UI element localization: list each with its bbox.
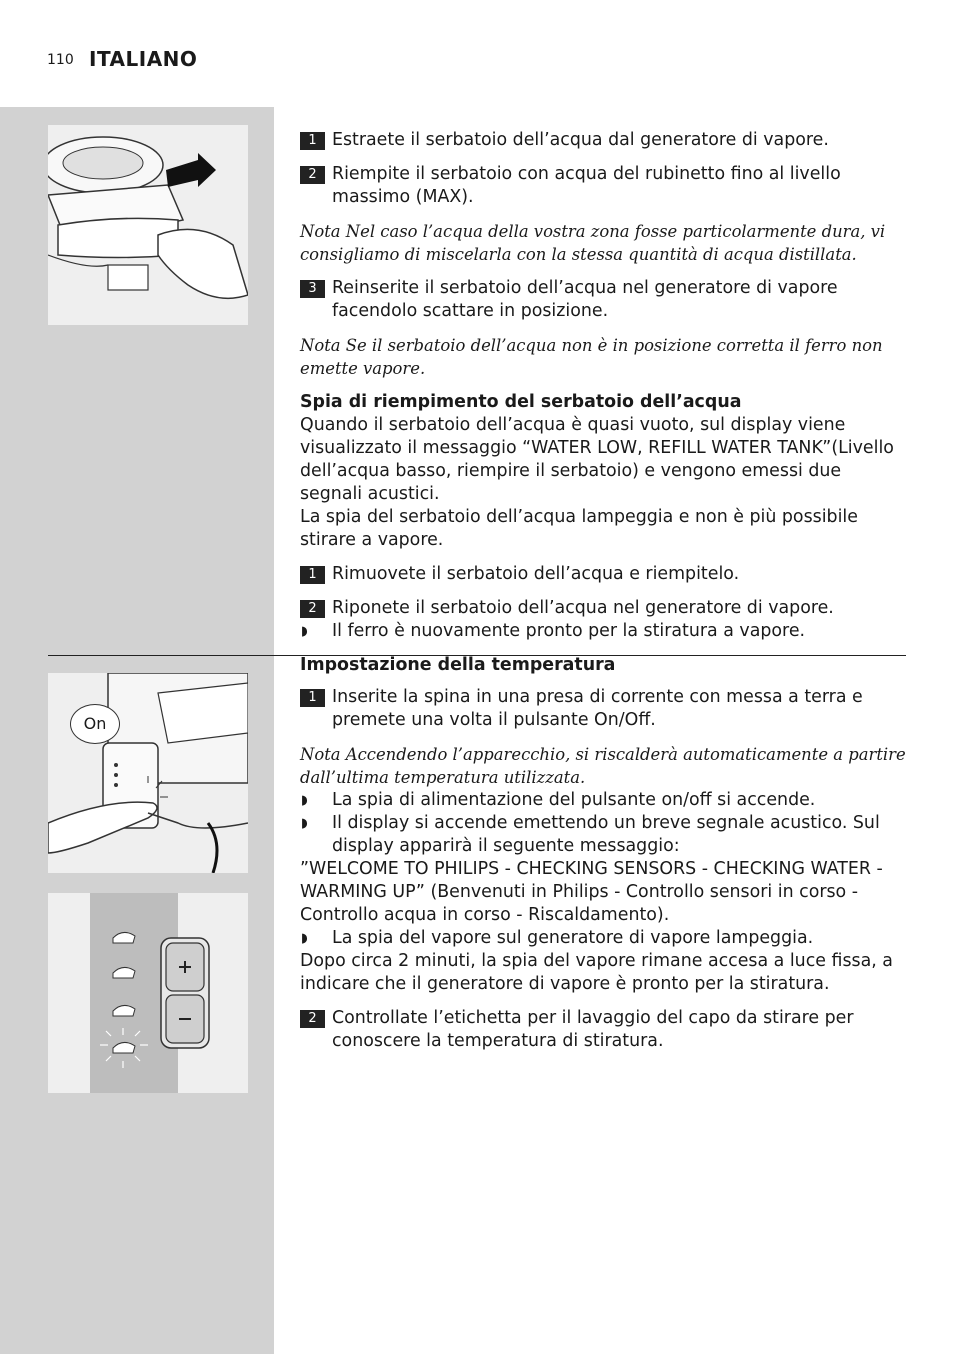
- paragraph-tank-blink: La spia del serbatoio dell’acqua lampeggia e non è più possibile stirare a vapore.: [300, 507, 858, 550]
- bullet-power-light: [300, 789, 906, 812]
- page-number: 110: [47, 52, 74, 68]
- step-text: Riempite il serbatoio con acqua del rubinetto fino al livello massimo (MAX).: [332, 164, 841, 207]
- temperature-panel-illustration: [48, 893, 248, 1093]
- bullet-icon: ◗: [301, 793, 308, 808]
- step-text: Reinserite il serbatoio dell’acqua nel generatore di vapore facendolo scattare in posizione.: [332, 278, 838, 321]
- figure-pointer: [248, 126, 274, 154]
- note-tank-position: Nota Se il serbatoio dell’acqua non è in posizione corretta il ferro non emette vapore.: [300, 336, 883, 378]
- step-text: Riponete il serbatoio dell’acqua nel generatore di vapore.: [332, 598, 834, 618]
- refill-step-2: [300, 597, 906, 620]
- figure-pointer: [248, 685, 274, 713]
- bullet-icon: ◗: [301, 931, 308, 946]
- bullet-steam-light: [300, 927, 906, 950]
- step-text: Estraete il serbatoio dell’acqua dal generatore di vapore.: [332, 130, 829, 150]
- step-2: [300, 163, 906, 209]
- bullet-text: La spia del vapore sul generatore di vapore lampeggia.: [332, 928, 814, 948]
- heading-tank-indicator: Spia di riempimento del serbatoio dell’acqua: [300, 392, 742, 412]
- water-tank-illustration: [48, 125, 248, 325]
- step-text: Rimuovete il serbatoio dell’acqua e riempitelo.: [332, 564, 740, 584]
- page-language-title: ITALIANO: [89, 47, 198, 71]
- on-button-callout: On: [70, 704, 120, 744]
- step-number: 2: [300, 166, 325, 184]
- step-number: 1: [300, 689, 325, 707]
- heading-temperature: Impostazione della temperatura: [300, 655, 616, 675]
- paragraph-ready: Dopo circa 2 minuti, la spia del vapore rimane accesa a luce fissa, a indicare che il generatore di vapore è pronto per la stiratura.: [300, 951, 893, 994]
- refill-step-1: [300, 563, 906, 586]
- step-number: 2: [300, 600, 325, 618]
- section-water-tank: [300, 129, 906, 677]
- step-number: 2: [300, 1010, 325, 1028]
- temp-step-1: [300, 686, 906, 732]
- step-text: Inserite la spina in una presa di corrente con messa a terra e premete una volta il pulsante On/Off.: [332, 687, 863, 730]
- bullet-ready: [300, 620, 906, 643]
- section-temperature: [300, 686, 906, 1053]
- step-number: 1: [300, 566, 325, 584]
- temp-step-2: [300, 1007, 906, 1053]
- step-3: [300, 277, 906, 323]
- step-number: 3: [300, 280, 325, 298]
- note-heating: Nota Accendendo l’apparecchio, si riscalderà automaticamente a partire dall’ultima temperatura utilizzata.: [300, 745, 906, 787]
- bullet-icon: ◗: [301, 624, 308, 639]
- bullet-display: [300, 812, 906, 858]
- bullet-text: Il display si accende emettendo un breve segnale acustico. Sul display apparirà il seguente messaggio:: [332, 813, 880, 856]
- paragraph-welcome-message: ”WELCOME TO PHILIPS - CHECKING SENSORS - CHECKING WATER - WARMING UP” (Benvenuti in Philips - Controllo sensori in corso - Controllo acqua in corso - Riscaldamento).: [300, 859, 883, 925]
- figure-pointer: [248, 920, 274, 948]
- bullet-text: La spia di alimentazione del pulsante on/off si accende.: [332, 790, 816, 810]
- paragraph-water-low: Quando il serbatoio dell’acqua è quasi vuoto, sul display viene visualizzato il messaggio “WATER LOW, REFILL WATER TANK”(Livello dell’acqua basso, riempire il serbatoio) e vengono emessi due segnali acustici.: [300, 415, 894, 504]
- step-number: 1: [300, 132, 325, 150]
- bullet-icon: ◗: [301, 816, 308, 831]
- step-text: Controllate l’etichetta per il lavaggio del capo da stirare per conoscere la temperatura di stiratura.: [332, 1008, 854, 1051]
- note-hard-water: Nota Nel caso l’acqua della vostra zona fosse particolarmente dura, vi consigliamo di miscelarla con la stessa quantità di acqua distillata.: [300, 222, 886, 264]
- bullet-text: Il ferro è nuovamente pronto per la stiratura a vapore.: [332, 621, 806, 641]
- step-1: [300, 129, 906, 152]
- power-button-illustration: [48, 673, 248, 873]
